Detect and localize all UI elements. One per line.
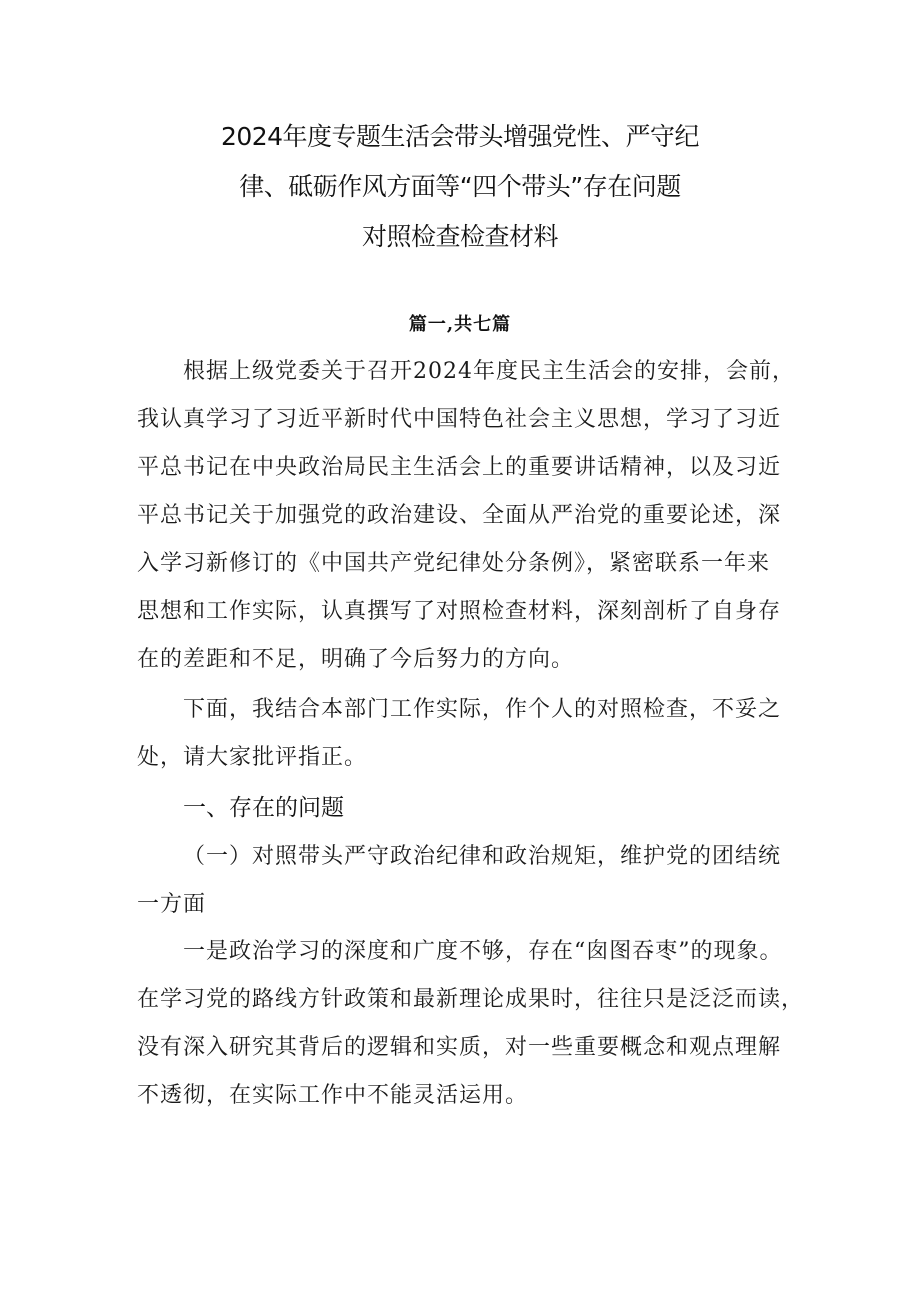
paragraph-line: 在学习党的路线方针政策和最新理论成果时，往往只是泛泛而读， <box>137 987 805 1012</box>
transition-paragraph <box>137 686 837 782</box>
paragraph-line: 入学习新修订的《中国共产党纪律处分条例》，紧密联系一年来 <box>137 551 771 576</box>
intro-paragraph <box>137 348 837 684</box>
title-line: 2024年度专题生活会带头增强党性、严守纪 <box>220 122 700 151</box>
paragraph-line: 一是政治学习的深度和广度不够，存在“囱图吞枣”的现象。 <box>183 939 783 964</box>
paragraph-line: 不透彻，在实际工作中不能灵活运用。 <box>137 1083 529 1108</box>
paragraph-line: 平总书记在中央政治局民主生活会上的重要讲话精神，以及习近 <box>137 455 782 480</box>
document-title <box>0 112 920 262</box>
paragraph-line: 在的差距和不足，明确了今后努力的方向。 <box>137 647 575 672</box>
paragraph-line: （一）对照带头严守政治纪律和政治规矩，维护党的团结统 <box>183 844 782 869</box>
section-heading: 一、存在的问题 <box>183 795 344 821</box>
subsection-heading <box>137 833 837 929</box>
part-label: 篇一,共七篇 <box>408 314 512 335</box>
paragraph-line: 下面，我结合本部门工作实际，作个人的对照检查，不妥之 <box>183 697 782 722</box>
title-line: 对照检查检查材料 <box>361 222 558 251</box>
title-line: 律、砥砺作风方面等“四个带头”存在问题 <box>239 172 681 201</box>
paragraph-line: 处，请大家批评指正。 <box>137 745 368 770</box>
paragraph-line: 一方面 <box>137 892 207 917</box>
paragraph-line: 没有深入研究其背后的逻辑和实质，对一些重要概念和观点理解 <box>137 1035 782 1060</box>
point-paragraph <box>137 928 837 1120</box>
paragraph-line: 根据上级党委关于召开2024年度民主生活会的安排，会前， <box>183 359 795 384</box>
paragraph-line: 平总书记关于加强党的政治建设、全面从严治党的重要论述，深 <box>137 503 782 528</box>
paragraph-line: 我认真学习了习近平新时代中国特色社会主义思想，学习了习近 <box>137 407 782 432</box>
paragraph-line: 思想和工作实际，认真撰写了对照检查材料，深刻剖析了自身存 <box>137 599 782 624</box>
